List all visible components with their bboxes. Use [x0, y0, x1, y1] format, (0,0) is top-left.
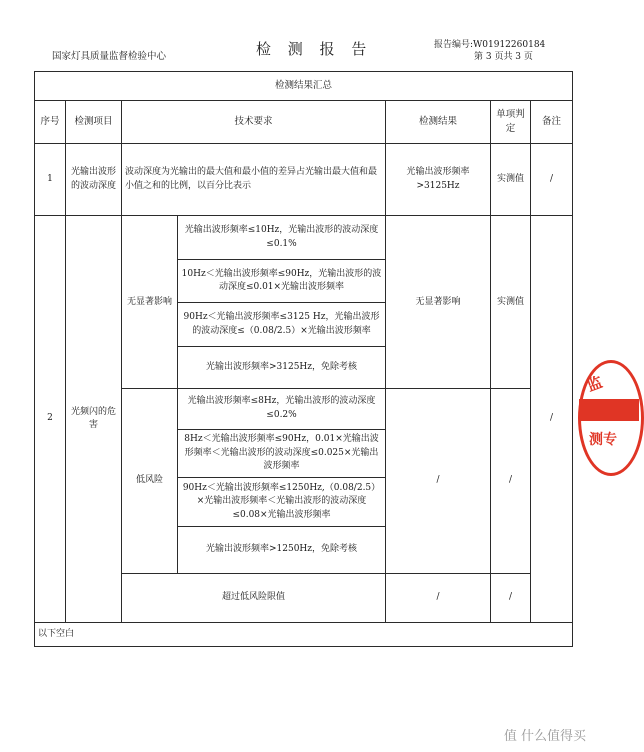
red-seal-stamp — [578, 360, 644, 476]
header-result: 检测结果 — [386, 101, 491, 143]
results-table — [34, 71, 573, 647]
group2-verdict: / — [491, 389, 531, 574]
group1-result: 无显著影响 — [386, 216, 491, 389]
table-footer: 以下空白 — [35, 622, 573, 646]
stamp-band — [579, 399, 639, 421]
row1-verdict: 实测值 — [491, 143, 531, 216]
group1-verdict: 实测值 — [491, 216, 531, 389]
row2-item: 光频闪的危害 — [66, 216, 122, 622]
group2-result: / — [386, 389, 491, 574]
stamp-text-bottom: 测专 — [589, 432, 617, 448]
row1-note: / — [531, 143, 573, 216]
header-requirement: 技术要求 — [122, 101, 386, 143]
over-limit-result: / — [386, 574, 491, 623]
group1-req-1: 光输出波形频率≤10Hz，光输出波形的波动深度≤0.1% — [178, 216, 386, 259]
report-number: 报告编号:W01912260184 — [434, 40, 546, 50]
header-note: 备注 — [531, 101, 573, 143]
header-seq: 序号 — [35, 101, 66, 143]
group1-req-4: 光输出波形频率>3125Hz，免除考核 — [178, 346, 386, 388]
group1-req-3: 90Hz＜光输出波形频率≤3125 Hz，光输出波形的波动深度≤（0.08/2.5）×光输出波形频率 — [178, 303, 386, 346]
over-limit-label: 超过低风险限值 — [122, 574, 386, 623]
report-title: 检 测 报 告 — [256, 40, 373, 58]
org-name: 国家灯具质量监督检验中心 — [52, 51, 167, 62]
over-limit-verdict: / — [491, 574, 531, 623]
row2-seq: 2 — [35, 216, 66, 622]
site-watermark: 值 什么值得买 — [503, 729, 586, 744]
group2-req-1: 光输出波形频率≤8Hz，光输出波形的波动深度≤0.2% — [178, 389, 386, 429]
group2-req-2: 8Hz＜光输出波形频率≤90Hz，0.01×光输出波形频率＜光输出波形的波动深度≤0.025×光输出波形频率 — [178, 429, 386, 478]
row1-result: 光输出波形频率>3125Hz — [386, 143, 491, 216]
group2-req-3: 90Hz＜光输出波形频率≤1250Hz,（0.08/2.5）×光输出波形频率＜光输出波形的波动深度≤0.08×光输出波形频率 — [178, 478, 386, 527]
table-caption: 检测结果汇总 — [35, 72, 573, 101]
group1-label: 无显著影响 — [122, 216, 178, 389]
group2-label: 低风险 — [122, 389, 178, 574]
row2-note: / — [531, 216, 573, 622]
page-indicator: 第 3 页共 3 页 — [474, 52, 533, 62]
row1-seq: 1 — [35, 143, 66, 216]
group1-req-2: 10Hz＜光输出波形频率≤90Hz，光输出波形的波动深度≤0.01×光输出波形频率 — [178, 259, 386, 302]
stamp-text-top: 监 — [584, 372, 605, 395]
header-verdict: 单项判定 — [491, 101, 531, 143]
row1-requirement: 波动深度为光输出的最大值和最小值的差异占光输出最大值和最小值之和的比例，以百分比表示 — [122, 143, 386, 216]
header-item: 检测项目 — [66, 101, 122, 143]
row1-item: 光输出波形的波动深度 — [66, 143, 122, 216]
group2-req-4: 光输出波形频率>1250Hz，免除考核 — [178, 526, 386, 573]
